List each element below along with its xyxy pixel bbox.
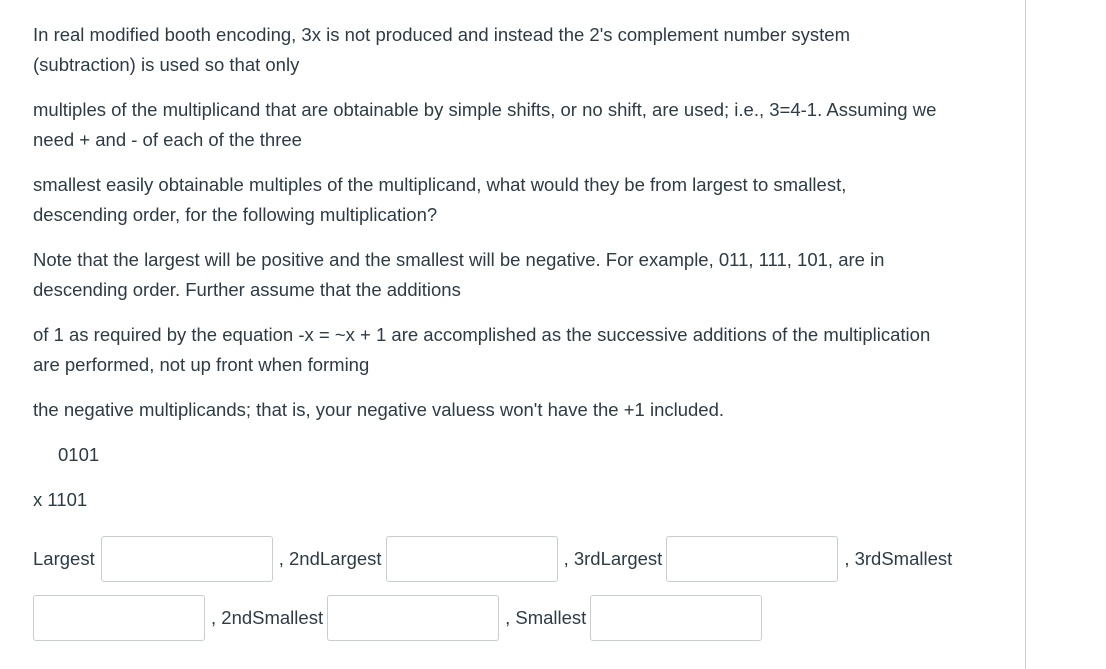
paragraph-2-line-2: need + and - of each of the three [33,129,302,150]
question-paragraph-5 [33,320,1018,380]
second-smallest-input[interactable] [327,595,499,641]
smallest-label: , Smallest [505,607,587,628]
question-paragraph-3 [33,170,1018,230]
paragraph-5-line-1: of 1 as required by the equation -x = ~x + 1 are accomplished as the successive additions of the multiplication [33,324,931,345]
multiplicand-operand: 0101 [58,444,100,465]
paragraph-6-line-1: the negative multiplicands; that is, your negative valuess won't have the +1 included. [33,399,725,420]
answer-row-2 [33,594,762,642]
smallest-input[interactable] [590,595,762,641]
question-paragraph-6 [33,395,1018,425]
answer-row-1 [33,535,952,583]
multiplier-operand: x 1101 [33,489,88,510]
question-paragraph-2 [33,95,1018,155]
second-smallest-label: , 2ndSmallest [211,607,324,628]
paragraph-4-line-2: descending order. Further assume that the additions [33,279,461,300]
question-paragraph-1 [33,20,1018,80]
second-largest-input[interactable] [386,536,558,582]
third-smallest-label: , 3rdSmallest [844,548,953,569]
largest-input[interactable] [101,536,273,582]
paragraph-3-line-2: descending order, for the following multiplication? [33,204,438,225]
paragraph-1-line-1: In real modified booth encoding, 3x is not produced and instead the 2's complement number system [33,24,850,45]
paragraph-3-line-1: smallest easily obtainable multiples of the multiplicand, what would they be from largest to smallest, [33,174,847,195]
paragraph-5-line-2: are performed, not up front when forming [33,354,370,375]
paragraph-2-line-1: multiples of the multiplicand that are obtainable by simple shifts, or no shift, are used; i.e., 3=4-1. Assuming we [33,99,937,120]
third-smallest-input[interactable] [33,595,205,641]
paragraph-4-line-1: Note that the largest will be positive and the smallest will be negative. For example, 011, 111, 101, are in [33,249,885,270]
third-largest-input[interactable] [666,536,838,582]
question-paragraph-4 [33,245,1018,305]
largest-label: Largest [33,548,95,569]
third-largest-label: , 3rdLargest [563,548,663,569]
paragraph-1-line-2: (subtraction) is used so that only [33,54,300,75]
second-largest-label: , 2ndLargest [278,548,382,569]
